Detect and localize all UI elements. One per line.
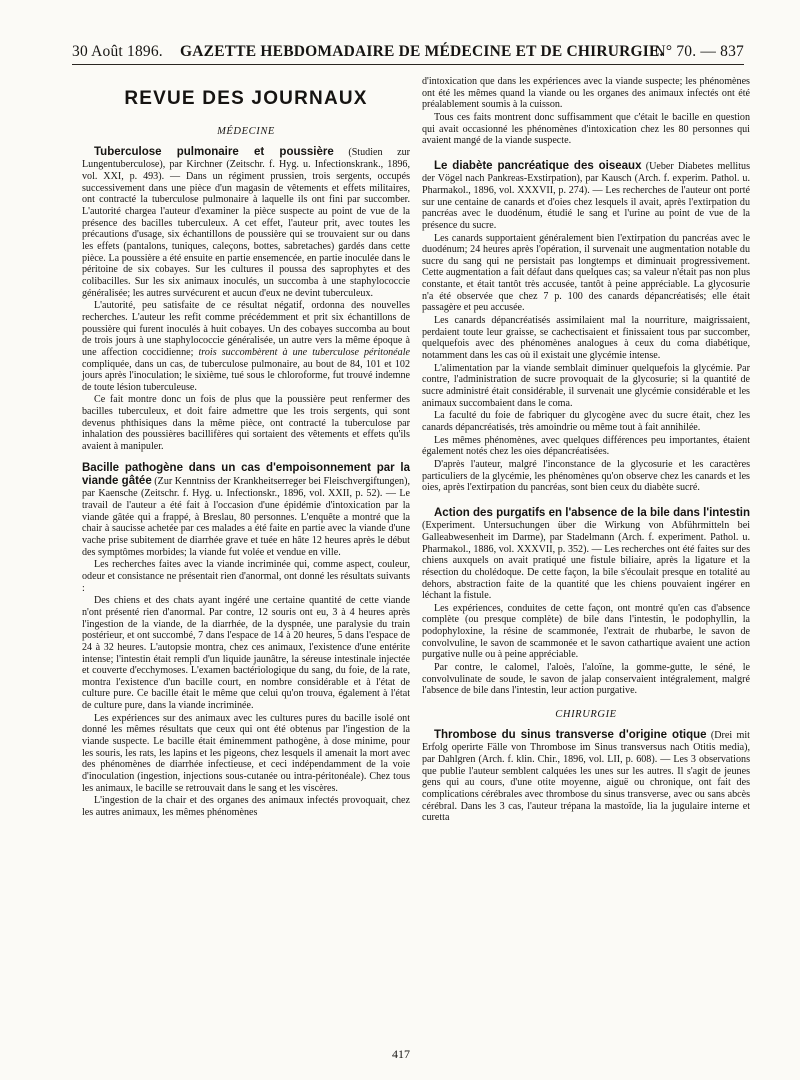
section-title: REVUE DES JOURNAUX [124,88,368,109]
article-reference: (Drei mit Erfolg operirte Fälle von Thrombose im Sinus transversus nach Otitis media), par Dahlgren (Arch. f. klin. Chir., 1896, vol. LII, p. 608). [422,730,750,766]
running-header [72,40,744,65]
emphasis-text: trois succombèrent à une tuberculose péritonéale [198,346,410,358]
header-page-number: N° 70. — 837 [654,43,744,60]
article-reference: (Ueber Diabetes mellitus der Vögel nach Pankreas-Exstirpation), par Kausch (Arch. f. experim. Pathol. u. Pharmakol., 1896, vol. XXXVII, p. 274). [422,160,750,196]
page-folio: 417 [392,1047,410,1061]
paragraph-text: L'autorité, peu satisfaite de ce résultat négatif, ordonna des nouvelles recherches. L'auteur les refit comme précédemment et prit six échantillons de poussière qui furent inoculés à huit cobayes. Un des cobayes succomba au bout de trois jours à une staphylococcie généralisée, un autre vers la même époque à une affection coccidienne; [82,300,410,358]
paragraph [82,300,410,393]
paragraph: — Les 3 observations que publie l'auteur semblent calquées les unes sur les autres. Il s'agit de jeunes gens qui au cours, d'une otite moyenne, aiguë ou chronique, ont fait des complications cérébrales avec thrombose du sinus transverse, avec ou sans abcès cérébral. Dans les 3 cas, l'auteur trépana la mastoïde, lia la jugulaire interne et curetta [422,754,750,824]
paragraph: Les mêmes phénomènes, avec quelques différences peu importantes, étaient également notés chez les oies dépancréatisées. [422,434,750,458]
paragraph: — Le travail de l'auteur a été fait à l'occasion d'une épidémie d'intoxication par la viande gâtée qui a frappé, à Breslau, 80 personnes. L'enquête a montré que la chair à saucisse achetée par ces malades a été faite en partie avec la viande d'une vache prise subitement de diarrhée grave et tuée en hâte 12 heures après le début des symptômes morbides; la viande fut volée et vendue en ville. [82,488,410,558]
paragraph: Tous ces faits montrent donc suffisamment que c'était le bacille en question qui avait occasionné les phénomènes d'intoxication chez les 80 personnes qui avaient mangé de la viande suspecte. [422,111,750,147]
article-bacille [82,462,410,819]
rubric-surgery: CHIRURGIE [555,709,617,721]
paragraph: Les expériences sur des animaux avec les cultures pures du bacille isolé ont donné les mêmes résultats que ceux qui ont été obtenus par l'ingestion de la viande suspecte. Le bacille était éminemment pathogène, à dose minime, pour les souris, les rats, les lapins et les pigeons, chez lesquels il amenait la mort avec des phénomènes de diarrhée infectieuse, et ceci indépendamment de la voie d'inoculation (ingestion, injections sous-cutanée ou intra-péritonéale). Chez tous les animaux, le bacille se retrouvait dans le sang et les viscères. [82,712,410,794]
article-title: Action des purgatifs en l'absence de la bile dans l'intestin [434,506,750,519]
article-reference: (Experiment. Untersuchungen über die Wirkung von Abführmitteln bei Galleabwesenheit im Darme), par Stadelmann (Arch. f. experiment. Pathol. u. Pharmakol., 1886, vol. XXXVII, p. 352). [422,520,750,555]
article-thrombose [422,729,750,824]
paragraph: Par contre, le calomel, l'aloès, l'aloïne, la gomme-gutte, le séné, le convolvulinate de soude, le savon de jalap conservaient intégralement, malgré l'absence de bile dans l'intestin, leur action purgative. [422,662,750,697]
paragraph: Ce fait montre donc un fois de plus que la poussière peut renfermer des bacilles tuberculeux, et doit faire admettre que les trois sergents, qui sont devenus phthisiques dans la même pièce, ont contracté la tuberculose par inhalation des poussières bacillifères qui sortaient des vêtements et effets qu'ils avaient à manipuler. [82,394,410,453]
article-purgatifs [422,507,750,697]
paragraph: L'ingestion de la chair et des organes des animaux infectés provoquait, chez les autres animaux, les mêmes phénomènes [82,795,410,819]
paragraph: — Les recherches ont été faites sur des chiens auxquels on avait pratiqué une fistule biliaire, après la ligature et la résection du cholédoque. De cette façon, la bile s'écoulait presque en totalité au dehors, abstraction faite de la quantité que les chiens pouvaient ingérer en léchant la fistule. [422,543,750,602]
paragraph: L'alimentation par la viande semblait diminuer quelquefois la glycémie. Par contre, l'administration de sucre provoquait de la glycosurie; si la quantité de sucre administré était considérable, il survenait une glycémie considérable et les animaux succombaient dans le coma. [422,362,750,409]
paragraph: Les canards supportaient généralement bien l'extirpation du pancréas avec le duodénum; 24 heures après l'opération, il survenait une augmentation notable du sucre du sang qui ne persistait pas longtemps et diminuait progressivement. Cette augmentation a fait défaut dans quelques cas; sa valeur n'était pas non plus constante, et était tantôt très accusée, tantôt à peine appréciable. La glycosurie n'a été observée que chez 7 p. 100 des canards dépancréatisés; elle était passagère et peu accusée. [422,232,750,314]
article-tuberculose-head [82,146,410,299]
header-date: 30 Août 1896. [72,43,163,60]
paragraph: Les recherches faites avec la viande incriminée qui, comme aspect, couleur, odeur et consistance ne présentait rien d'anormal, ont donné les résultats suivants : [82,559,410,594]
right-column [422,76,750,825]
article-title: Thrombose du sinus transverse d'origine otique [434,729,707,742]
article-reference: (Zur Kenntniss der Krankheitserreger bei Fleischvergiftungen), par Kaensche (Zeitschr. f. Hyg. u. Infectionskr., 1896, vol. XXII, p. 52). [82,476,410,500]
article-reference: (Studien zur Lungentuberculose), par Kirchner (Zeitschr. f. Hyg. u. Infectionskrank., 1896, vol. XXI, p. 493). [82,147,410,182]
article-bacille-head [82,462,410,559]
article-title: Le diabète pancréatique des oiseaux [434,159,642,172]
paragraph: Les canards dépancréatisés assimilaient mal la nourriture, maigrissaient, perdaient toute leur graisse, se cachectisaient et finissaient tous par succomber, quelquefois avec des phénomènes analogues à ceux du coma diabétique, notamment dans les cas où il existait une glycémie intense. [422,315,750,362]
paragraph-text: compliquée, dans un cas, de tuberculose pulmonaire, au bout de 84, 101 et 102 jours après l'inoculation; le sixième, tué sous le chloroforme, fut trouvé indemne de toute lésion tuberculeuse. [82,358,410,393]
article-title: Bacille pathogène dans un cas d'empoisonnement par la viande gâtée [82,461,410,488]
paragraph: D'après l'auteur, malgré l'inconstance de la glycosurie et les caractères particuliers de la glycémie, les phénomènes qu'on observe chez les canards et les oies, après l'extirpation du pancréas, sont bien ceux du diabète sucré. [422,458,750,494]
article-diabete-head [422,160,750,232]
paragraph: Des chiens et des chats ayant ingéré une certaine quantité de cette viande n'ont présenté rien d'anormal. Par contre, 12 souris ont eu, 3 à 4 heures après l'ingestion de la viande, de la diarrhée, de la dyspnée, une paralysie du train postérieur, et ont succombé, 7 dans l'espace de 14 à 20 heures, 5 dans l'espace de 24 à 32 heures. L'autopsie montra, chez ces animaux, l'existence d'une entérite intense; l'intestin était rempli d'un liquide jaunâtre, la séreuse intestinale injectée et couverte d'ecchymoses. L'examen bactériologique du sang, du foie, de la rate, montra l'existence d'un bacille court, en nombre considérable et à l'état de culture pure. Ce bacille était le même que celui qu'on trouva, également à l'état de culture pure, dans la viande incriminée. [82,595,410,712]
paragraph: Les expériences, conduites de cette façon, ont montré qu'en cas d'absence complète (ou presque complète) de bile dans l'intestin, le podophyllin, la podophyloxine, la résine de scammonée, l'extrait de rhubarbe, le savon de convolvuline, le savon de scammonée et le savon cathartique avaient une action purgative nulle ou à peine appréciable. [422,602,750,661]
paragraph: d'intoxication que dans les expériences avec la viande suspecte; les phénomènes ont été les mêmes quand la viande ou les organes des animaux infectés ont été préalablement soumis à la cuisson. [422,76,750,111]
left-column [82,82,410,820]
article-purgatifs-head [422,507,750,602]
article-diabete [422,160,750,494]
rubric-medicine: MÉDECINE [217,125,275,137]
article-title: Tuberculose pulmonaire et poussière [94,146,334,159]
header-journal-title: GAZETTE HEBDOMADAIRE DE MÉDECINE ET DE CHIRURGIE. [180,43,664,60]
paragraph: — Dans un régiment prussien, trois sergents, occupés successivement dans une pièce d'un magasin de vêtements et effets militaires, ont contracté la tuberculose pulmonaire à laquelle ils ont fini par succomber. L'autorité chargea l'auteur d'examiner la pièce suspecte au point de vue de la présence des bacilles tuberculeux. A cet effet, l'auteur prit, avec toutes les précautions d'usage, six échantillons de poussière qui se trouvaient sur ou dans les effets (pantalons, tuniques, caleçons, bottes, sabretaches) gardés dans cette pièce. La poussière a été ensuite en partie ensemencée, en partie inoculée dans le péritoine de six cobayes. Sur les cultures il poussa des saprophytes et des colibacilles. Sur les six animaux inoculés, un succomba à une staphylococcie généralisée; les autres survécurent et aucun d'eux ne devint tuberculeux. [82,171,410,299]
paragraph: — Les recherches de l'auteur ont porté sur une centaine de canards et d'oies chez lesquels il avait, après l'extirpation du pancréas avec le duodénum, étudié le sang et l'urine au point de vue de la présence du sucre. [422,184,750,231]
paragraph: La faculté du foie de fabriquer du glycogène avec du sucre était, chez les canards dépancréatisés, très amoindrie ou même tout à fait annihilée. [422,410,750,433]
article-thrombose-head [422,729,750,824]
article-tuberculose [82,146,410,453]
